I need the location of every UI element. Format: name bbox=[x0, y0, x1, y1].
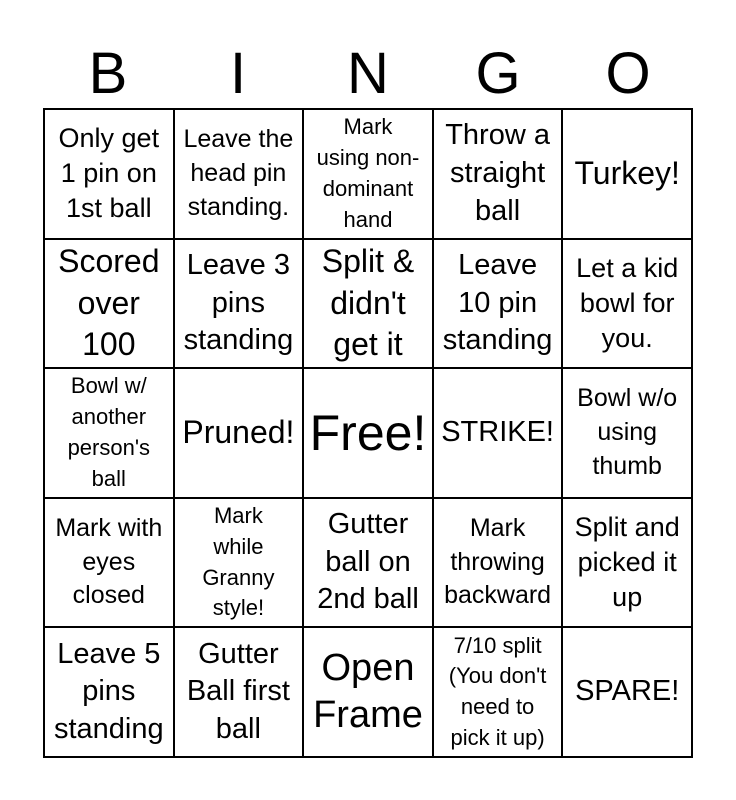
bingo-cell-label: Mark while Granny style! bbox=[202, 503, 275, 621]
header-letter-g: G bbox=[475, 41, 521, 106]
bingo-cell-label: Leave the head pin standing. bbox=[183, 125, 294, 221]
bingo-cell-r2-c2[interactable] bbox=[174, 239, 304, 369]
bingo-cell-r2-c5[interactable] bbox=[562, 239, 692, 369]
header-letter-o: O bbox=[605, 41, 651, 106]
bingo-cell-r2-c4[interactable] bbox=[433, 239, 563, 369]
bingo-cell-r5-c4[interactable] bbox=[433, 627, 563, 757]
bingo-cell-label: Leave 3 pins standing bbox=[183, 248, 294, 357]
header-letter-i: I bbox=[229, 41, 247, 106]
bingo-cell-r2-c1[interactable] bbox=[44, 239, 174, 369]
bingo-cell-r1-c3[interactable] bbox=[303, 109, 433, 239]
bingo-cell-label: Gutter ball on 2nd ball bbox=[317, 508, 419, 616]
bingo-cell-r3-c1[interactable] bbox=[44, 368, 174, 498]
bingo-cell-r1-c2[interactable] bbox=[174, 109, 304, 239]
bingo-cell-label: Bowl w/o using thumb bbox=[577, 384, 678, 480]
bingo-cell-r1-c1[interactable] bbox=[44, 109, 174, 239]
bingo-cell-label: Only get 1 pin on 1st ball bbox=[58, 123, 160, 224]
bingo-cell-r5-c3[interactable] bbox=[303, 627, 433, 757]
bingo-cell-r3-c5[interactable] bbox=[562, 368, 692, 498]
bingo-cell-label: Split & didn't get it bbox=[321, 243, 415, 363]
bingo-cell-label: Mark using non- dominant hand bbox=[316, 114, 420, 232]
bingo-cell-label: Let a kid bowl for you. bbox=[576, 252, 679, 353]
bingo-cell-r3-c2[interactable] bbox=[174, 368, 304, 498]
bingo-cell-label: Scored over 100 bbox=[58, 243, 160, 363]
bingo-cell-r5-c5[interactable] bbox=[562, 627, 692, 757]
bingo-cell-label: Bowl w/ another person's ball bbox=[67, 373, 151, 491]
bingo-cell-r2-c3[interactable] bbox=[303, 239, 433, 369]
bingo-cell-label: 7/10 split (You don't need to pick it up) bbox=[448, 632, 547, 750]
bingo-cell-label: STRIKE! bbox=[441, 416, 554, 449]
bingo-cell-r1-c4[interactable] bbox=[433, 109, 563, 239]
header-letter-b: B bbox=[88, 41, 128, 106]
bingo-cell-label: Open Frame bbox=[313, 646, 423, 737]
bingo-cell-label: Gutter Ball first ball bbox=[186, 637, 290, 746]
bingo-cell-label: SPARE! bbox=[575, 675, 680, 708]
bingo-header bbox=[43, 40, 693, 108]
bingo-cell-label: Free! bbox=[309, 404, 427, 461]
bingo-cell-label: Mark with eyes closed bbox=[55, 513, 163, 610]
bingo-cell-label: Turkey! bbox=[574, 155, 680, 191]
bingo-cell-r1-c5[interactable] bbox=[562, 109, 692, 239]
bingo-cell-r4-c3[interactable] bbox=[303, 498, 433, 628]
bingo-card-grid bbox=[43, 108, 693, 758]
header-letter-n: N bbox=[347, 41, 389, 106]
bingo-cell-r4-c2[interactable] bbox=[174, 498, 304, 628]
bingo-cell-label: Leave 10 pin standing bbox=[442, 248, 553, 357]
bingo-cell-label: Split and picked it up bbox=[574, 511, 680, 613]
bingo-cell-label: Mark throwing backward bbox=[444, 513, 552, 610]
bingo-cell-r4-c4[interactable] bbox=[433, 498, 563, 628]
bingo-cell-r5-c2[interactable] bbox=[174, 627, 304, 757]
bingo-cell-r4-c5[interactable] bbox=[562, 498, 692, 628]
bingo-cell-label: Throw a straight ball bbox=[445, 119, 550, 227]
bingo-cell-r3-c4[interactable] bbox=[433, 368, 563, 498]
bingo-cell-free-space[interactable] bbox=[303, 368, 433, 498]
bingo-cell-label: Leave 5 pins standing bbox=[53, 637, 164, 746]
bingo-cell-r4-c1[interactable] bbox=[44, 498, 174, 628]
bingo-cell-label: Pruned! bbox=[182, 414, 295, 451]
bingo-cell-r5-c1[interactable] bbox=[44, 627, 174, 757]
